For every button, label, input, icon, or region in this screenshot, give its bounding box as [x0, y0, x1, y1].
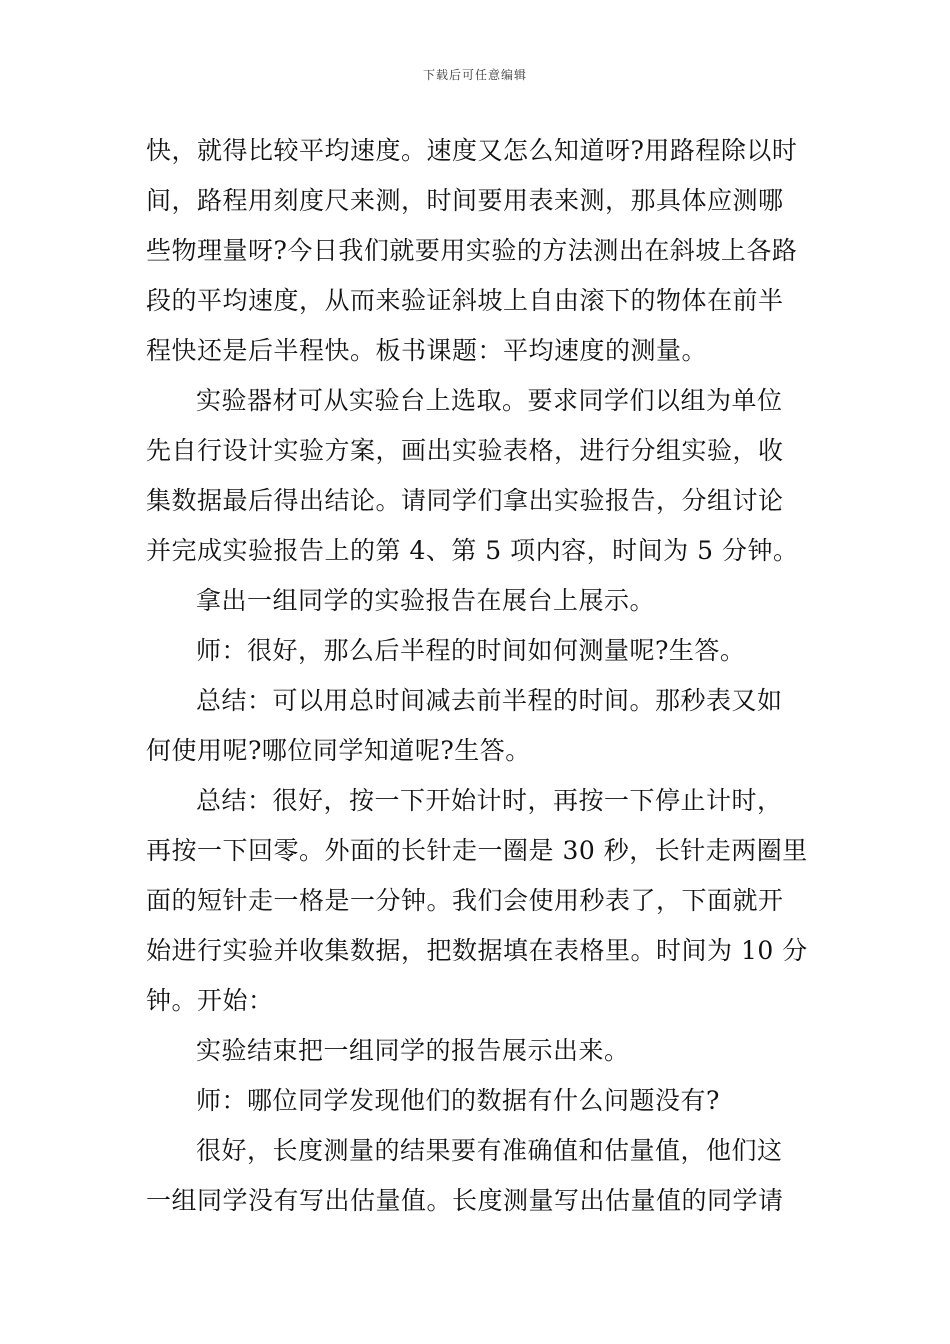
text-line: 程快还是后半程快。板书课题：平均速度的测量。: [146, 336, 708, 365]
text-line: 先自行设计实验方案，画出实验表格，进行分组实验，收: [146, 436, 784, 465]
text-line: 间，路程用刻度尺来测，时间要用表来测，那具体应测哪: [146, 186, 784, 215]
text-line: 快，就得比较平均速度。速度又怎么知道呀?用路程除以时: [146, 136, 798, 165]
text-line: 集数据最后得出结论。请同学们拿出实验报告，分组讨论: [146, 486, 784, 515]
page-header: 下载后可任意编辑: [422, 68, 527, 82]
paragraph-first-line: 实验结束把一组同学的报告展示出来。: [196, 1036, 630, 1065]
paragraph-first-line: 实验器材可从实验台上选取。要求同学们以组为单位: [196, 386, 783, 415]
text-line: 面的短针走一格是一分钟。我们会使用秒表了，下面就开: [146, 886, 784, 915]
paragraph-first-line: 师：很好，那么后半程的时间如何测量呢?生答。: [196, 636, 746, 665]
text-line: 段的平均速度，从而来验证斜坡上自由滚下的物体在前半: [146, 286, 784, 315]
paragraph-first-line: 很好，长度测量的结果要有准确值和估量值，他们这: [196, 1136, 783, 1165]
text-line: 钟。开始：: [146, 986, 274, 1015]
text-line: 始进行实验并收集数据，把数据填在表格里。时间为 10 分: [146, 936, 808, 965]
text-line: 并完成实验报告上的第 4、第 5 项内容，时间为 5 分钟。: [146, 536, 799, 565]
text-line: 些物理量呀?今日我们就要用实验的方法测出在斜坡上各路: [146, 236, 798, 265]
text-line: 何使用呢?哪位同学知道呢?生答。: [146, 736, 531, 765]
paragraph-first-line: 拿出一组同学的实验报告在展台上展示。: [196, 586, 656, 615]
text-line: 再按一下回零。外面的长针走一圈是 30 秒，长针走两圈里: [146, 836, 808, 865]
document-body: [146, 126, 810, 1226]
paragraph-first-line: 师：哪位同学发现他们的数据有什么问题没有?: [196, 1086, 720, 1115]
paragraph-first-line: 总结：很好，按一下开始计时，再按一下停止计时，: [196, 786, 783, 815]
paragraph-first-line: 总结：可以用总时间减去前半程的时间。那秒表又如: [196, 686, 783, 715]
text-line: 一组同学没有写出估量值。长度测量写出估量值的同学请: [146, 1186, 784, 1215]
